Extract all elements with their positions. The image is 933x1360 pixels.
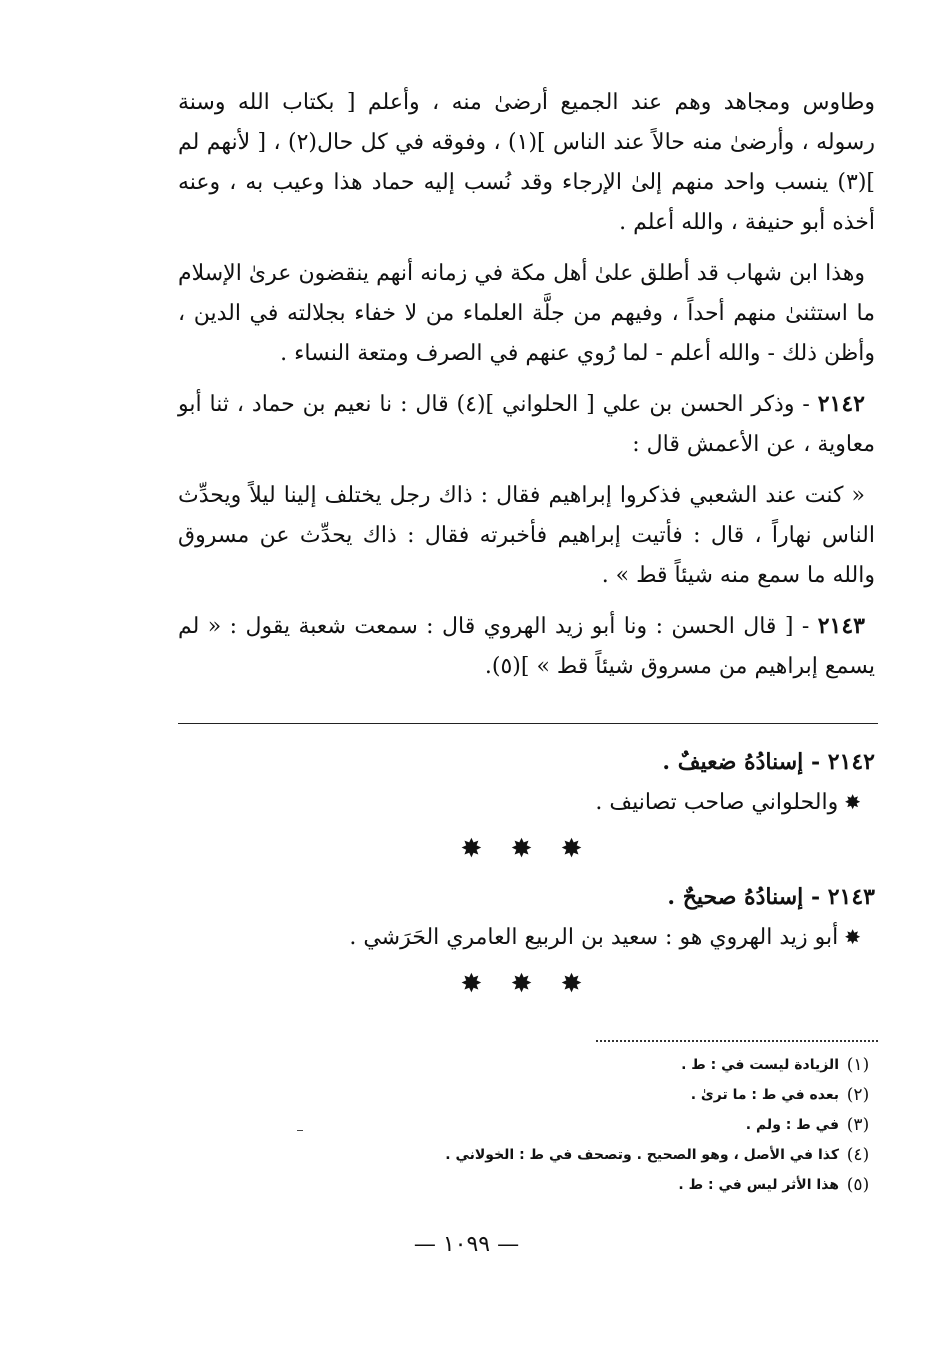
paragraph-hadith-2142 [178, 384, 875, 465]
footnote-1 [177, 1050, 877, 1080]
footnote-number: (٥) [846, 1175, 870, 1195]
footnote-text: كذا في الأصل ، وهو الصحيح . وتصحف في ط : الخولاني . [445, 1147, 839, 1163]
footnote-2 [177, 1080, 877, 1110]
paragraph-1 [178, 82, 875, 243]
paragraph-text: - وذكر الحسن بن علي [ الحلواني ](٤) قال : نا نعيم بن حماد ، ثنا أبو معاوية ، عن الأعمش قال : [178, 392, 875, 457]
note-comment-2143 [178, 917, 875, 958]
note-heading-2143: ٢١٤٣ - إسنادُهُ صحيحٌ . [667, 884, 875, 910]
note-comment-text: أبو زيد الهروي هو : سعيد بن الربيع العامري الحَرَشي . [349, 925, 839, 950]
footnote-3 [177, 1110, 877, 1140]
star-icon: ✸ [844, 790, 861, 814]
footnotes [177, 1050, 877, 1200]
footnote-text: بعده في ط : ما ترىٰ . [690, 1087, 839, 1103]
footnote-number: (٣) [846, 1115, 870, 1135]
note-comment-2142 [178, 782, 875, 823]
hadith-number: ٢١٤٣ [817, 613, 865, 639]
paragraph-text: - [ قال الحسن : ونا أبو زيد الهروي قال : سمعت شعبة يقول : « لم يسمع إبراهيم من مسروق شيئاً قط » ](٥). [178, 614, 875, 679]
footnote-number: (٤) [846, 1145, 870, 1165]
paragraph-2 [178, 253, 875, 374]
footnote-4 [177, 1140, 877, 1170]
footnote-separator [596, 1040, 878, 1042]
commentary-separator [178, 723, 878, 724]
note-comment-text: والحلواني صاحب تصانيف . [595, 790, 839, 815]
footnote-number: (٢) [846, 1085, 870, 1105]
note-heading-2142: ٢١٤٢ - إسنادُهُ ضعيفٌ . [662, 749, 875, 775]
paragraph-quote [178, 475, 875, 596]
footnote-text: هذا الأثر ليس في : ط . [678, 1177, 839, 1193]
star-icon: ✸ [844, 925, 861, 949]
star-divider: ✸ ✸ ✸ [460, 834, 593, 864]
main-text [178, 82, 875, 697]
paragraph-text: وطاوس ومجاهد وهم عند الجميع أرضىٰ منه ، وأعلم [ بكتاب الله وسنة رسوله ، وأرضىٰ منه حالاً عند الناس ](١) ، وفوقه في كل حال(٢) ، [ لأنهم لم ](٣) ينسب واحد منهم إلىٰ الإرجاء وقد نُسب إليه حماد هذا وعيب به ، وعنه أخذه أبو حنيفة ، والله أعلم . [178, 90, 875, 235]
footnote-text: الزيادة ليست في : ط . [681, 1057, 839, 1073]
stray-mark [297, 1130, 303, 1131]
paragraph-text: « كنت عند الشعبي فذكروا إبراهيم فقال : ذاك رجل يختلف إلينا ليلاً ويحدِّث الناس نهاراً ، قال : فأتيت إبراهيم فأخبرته فقال : ذاك يحدِّث عن مسروق والله ما سمع منه شيئاً قط » . [178, 483, 875, 588]
paragraph-text: وهذا ابن شهاب قد أطلق علىٰ أهل مكة في زمانه أنهم ينقضون عرىٰ الإسلام ما استثنىٰ منهم أحداً ، وفيهم من جلَّة العلماء من لا خفاء بجلالته في الدين ، وأظن ذلك - والله أعلم - لما رُوي عنهم في الصرف ومتعة النساء . [178, 261, 875, 366]
footnote-5 [177, 1170, 877, 1200]
footnote-text: في ط : ولم . [745, 1117, 839, 1133]
hadith-number: ٢١٤٢ [817, 391, 865, 417]
page-number: — ١٠٩٩ — [413, 1232, 520, 1257]
footnote-number: (١) [846, 1055, 870, 1075]
paragraph-hadith-2143 [178, 606, 875, 687]
star-divider: ✸ ✸ ✸ [460, 969, 593, 999]
commentary-section [178, 742, 875, 1012]
